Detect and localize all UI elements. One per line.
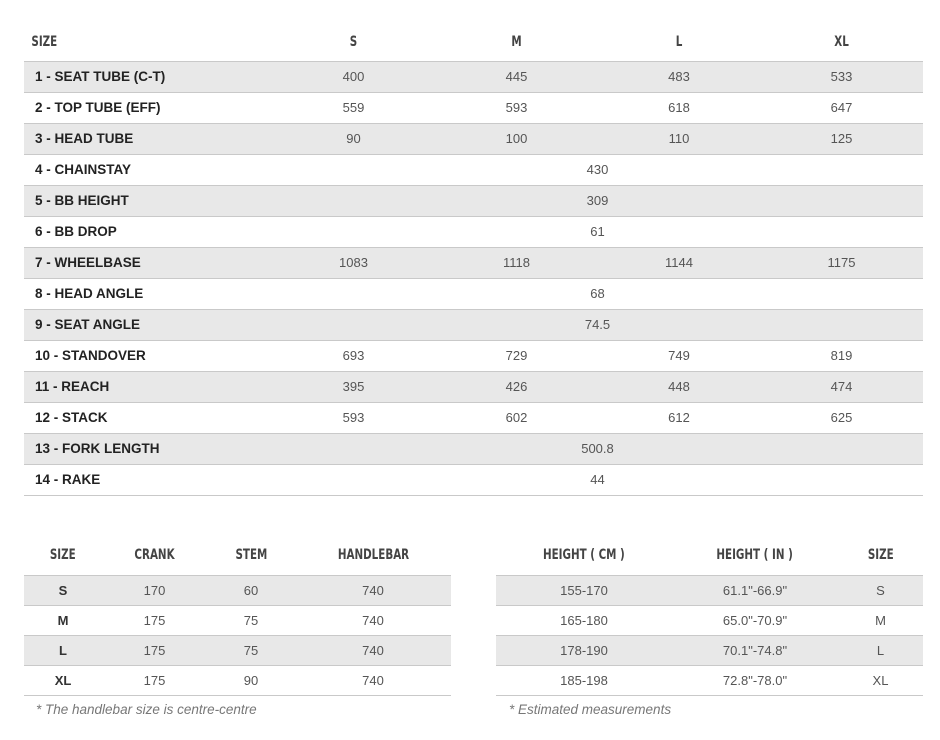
geometry-row-label: 13 - FORK LENGTH bbox=[24, 433, 272, 464]
geometry-cell: 612 bbox=[598, 402, 760, 433]
sizing-cell: 70.1"-74.8" bbox=[672, 635, 838, 665]
geometry-row-label: 4 - CHAINSTAY bbox=[24, 154, 272, 185]
geometry-row-label: 9 - SEAT ANGLE bbox=[24, 309, 272, 340]
components-row bbox=[24, 665, 451, 695]
components-size-cell: M bbox=[24, 605, 102, 635]
components-row bbox=[24, 635, 451, 665]
geometry-row bbox=[24, 154, 923, 185]
components-cell: 740 bbox=[295, 605, 451, 635]
geometry-header-m: M bbox=[511, 34, 522, 51]
sizing-cell: 165-180 bbox=[496, 605, 672, 635]
components-cell: 175 bbox=[102, 605, 207, 635]
components-size-cell: L bbox=[24, 635, 102, 665]
geometry-row bbox=[24, 247, 923, 278]
geometry-row-label: 5 - BB HEIGHT bbox=[24, 185, 272, 216]
geometry-cell: 483 bbox=[598, 61, 760, 92]
components-cell: 740 bbox=[295, 575, 451, 605]
geometry-cell: 618 bbox=[598, 92, 760, 123]
geometry-cell: 448 bbox=[598, 371, 760, 402]
handlebar-note: * The handlebar size is centre-centre bbox=[36, 702, 257, 717]
geometry-row-label: 6 - BB DROP bbox=[24, 216, 272, 247]
geometry-cell-all-sizes: 309 bbox=[272, 185, 923, 216]
geometry-row bbox=[24, 433, 923, 464]
geometry-row bbox=[24, 309, 923, 340]
sizing-header-height-cm: HEIGHT ( CM ) bbox=[543, 546, 625, 563]
sizing-header-row bbox=[496, 535, 923, 575]
geometry-row bbox=[24, 278, 923, 309]
geometry-row bbox=[24, 61, 923, 92]
geometry-cell: 1175 bbox=[760, 247, 923, 278]
geometry-row bbox=[24, 371, 923, 402]
sizing-header-size: SIZE bbox=[867, 546, 894, 563]
geometry-cell-all-sizes: 430 bbox=[272, 154, 923, 185]
geometry-header-s: S bbox=[349, 34, 358, 51]
components-header-row bbox=[24, 535, 451, 575]
geometry-cell: 819 bbox=[760, 340, 923, 371]
components-cell: 740 bbox=[295, 635, 451, 665]
geometry-cell: 533 bbox=[760, 61, 923, 92]
components-cell: 740 bbox=[295, 665, 451, 695]
geometry-cell: 125 bbox=[760, 123, 923, 154]
sizing-table bbox=[496, 535, 923, 696]
components-cell: 60 bbox=[207, 575, 295, 605]
geometry-row bbox=[24, 340, 923, 371]
geometry-cell: 647 bbox=[760, 92, 923, 123]
components-cell: 170 bbox=[102, 575, 207, 605]
sizing-row bbox=[496, 665, 923, 695]
geometry-cell-all-sizes: 500.8 bbox=[272, 433, 923, 464]
geometry-cell: 395 bbox=[272, 371, 435, 402]
sizing-row bbox=[496, 635, 923, 665]
geometry-row-label: 14 - RAKE bbox=[24, 464, 272, 495]
geometry-cell: 593 bbox=[272, 402, 435, 433]
geometry-cell: 593 bbox=[435, 92, 598, 123]
geometry-header-xl: XL bbox=[834, 34, 849, 51]
components-header-crank: CRANK bbox=[134, 546, 175, 563]
geometry-cell: 1144 bbox=[598, 247, 760, 278]
geometry-cell: 749 bbox=[598, 340, 760, 371]
geometry-cell: 729 bbox=[435, 340, 598, 371]
geometry-cell: 1118 bbox=[435, 247, 598, 278]
geometry-cell: 426 bbox=[435, 371, 598, 402]
sizing-row bbox=[496, 605, 923, 635]
geometry-row-label: 8 - HEAD ANGLE bbox=[24, 278, 272, 309]
geometry-header-row bbox=[24, 24, 923, 61]
sizing-header-height-in: HEIGHT ( IN ) bbox=[716, 546, 794, 563]
components-size-cell: S bbox=[24, 575, 102, 605]
components-cell: 75 bbox=[207, 635, 295, 665]
geometry-cell-all-sizes: 68 bbox=[272, 278, 923, 309]
components-cell: 175 bbox=[102, 665, 207, 695]
geometry-cell: 1083 bbox=[272, 247, 435, 278]
geometry-cell-all-sizes: 61 bbox=[272, 216, 923, 247]
geometry-row-label: 2 - TOP TUBE (EFF) bbox=[24, 92, 272, 123]
sizing-cell: 185-198 bbox=[496, 665, 672, 695]
components-header-handlebar: HANDLEBAR bbox=[337, 546, 409, 563]
components-row bbox=[24, 605, 451, 635]
geometry-row-label: 10 - STANDOVER bbox=[24, 340, 272, 371]
geometry-cell: 400 bbox=[272, 61, 435, 92]
sizing-cell: XL bbox=[838, 665, 923, 695]
components-cell: 75 bbox=[207, 605, 295, 635]
geometry-row bbox=[24, 464, 923, 495]
geometry-cell-all-sizes: 74.5 bbox=[272, 309, 923, 340]
sizing-cell: M bbox=[838, 605, 923, 635]
components-cell: 175 bbox=[102, 635, 207, 665]
sizing-cell: 178-190 bbox=[496, 635, 672, 665]
sizing-cell: S bbox=[838, 575, 923, 605]
components-header-size: SIZE bbox=[50, 546, 76, 563]
geometry-row bbox=[24, 92, 923, 123]
estimate-note: * Estimated measurements bbox=[509, 702, 672, 717]
geometry-row bbox=[24, 402, 923, 433]
geometry-row bbox=[24, 216, 923, 247]
geometry-cell: 110 bbox=[598, 123, 760, 154]
geometry-cell-all-sizes: 44 bbox=[272, 464, 923, 495]
geometry-row bbox=[24, 185, 923, 216]
sizing-cell: 72.8"-78.0" bbox=[672, 665, 838, 695]
geometry-cell: 90 bbox=[272, 123, 435, 154]
geometry-table bbox=[24, 24, 923, 496]
geometry-cell: 625 bbox=[760, 402, 923, 433]
geometry-cell: 474 bbox=[760, 371, 923, 402]
sizing-cell: 155-170 bbox=[496, 575, 672, 605]
sizing-row bbox=[496, 575, 923, 605]
geometry-row-label: 1 - SEAT TUBE (C-T) bbox=[24, 61, 272, 92]
sizing-cell: 65.0"-70.9" bbox=[672, 605, 838, 635]
sizing-cell: L bbox=[838, 635, 923, 665]
components-cell: 90 bbox=[207, 665, 295, 695]
geometry-header-size: SIZE bbox=[31, 34, 58, 51]
geometry-row-label: 7 - WHEELBASE bbox=[24, 247, 272, 278]
geometry-header-l: L bbox=[675, 34, 683, 51]
geometry-row bbox=[24, 123, 923, 154]
geometry-cell: 559 bbox=[272, 92, 435, 123]
geometry-row-label: 12 - STACK bbox=[24, 402, 272, 433]
geometry-cell: 602 bbox=[435, 402, 598, 433]
components-header-stem: STEM bbox=[235, 546, 267, 563]
geometry-cell: 693 bbox=[272, 340, 435, 371]
sizing-cell: 61.1"-66.9" bbox=[672, 575, 838, 605]
components-table bbox=[24, 535, 451, 696]
components-size-cell: XL bbox=[24, 665, 102, 695]
components-row bbox=[24, 575, 451, 605]
geometry-cell: 445 bbox=[435, 61, 598, 92]
geometry-row-label: 11 - REACH bbox=[24, 371, 272, 402]
geometry-cell: 100 bbox=[435, 123, 598, 154]
geometry-row-label: 3 - HEAD TUBE bbox=[24, 123, 272, 154]
